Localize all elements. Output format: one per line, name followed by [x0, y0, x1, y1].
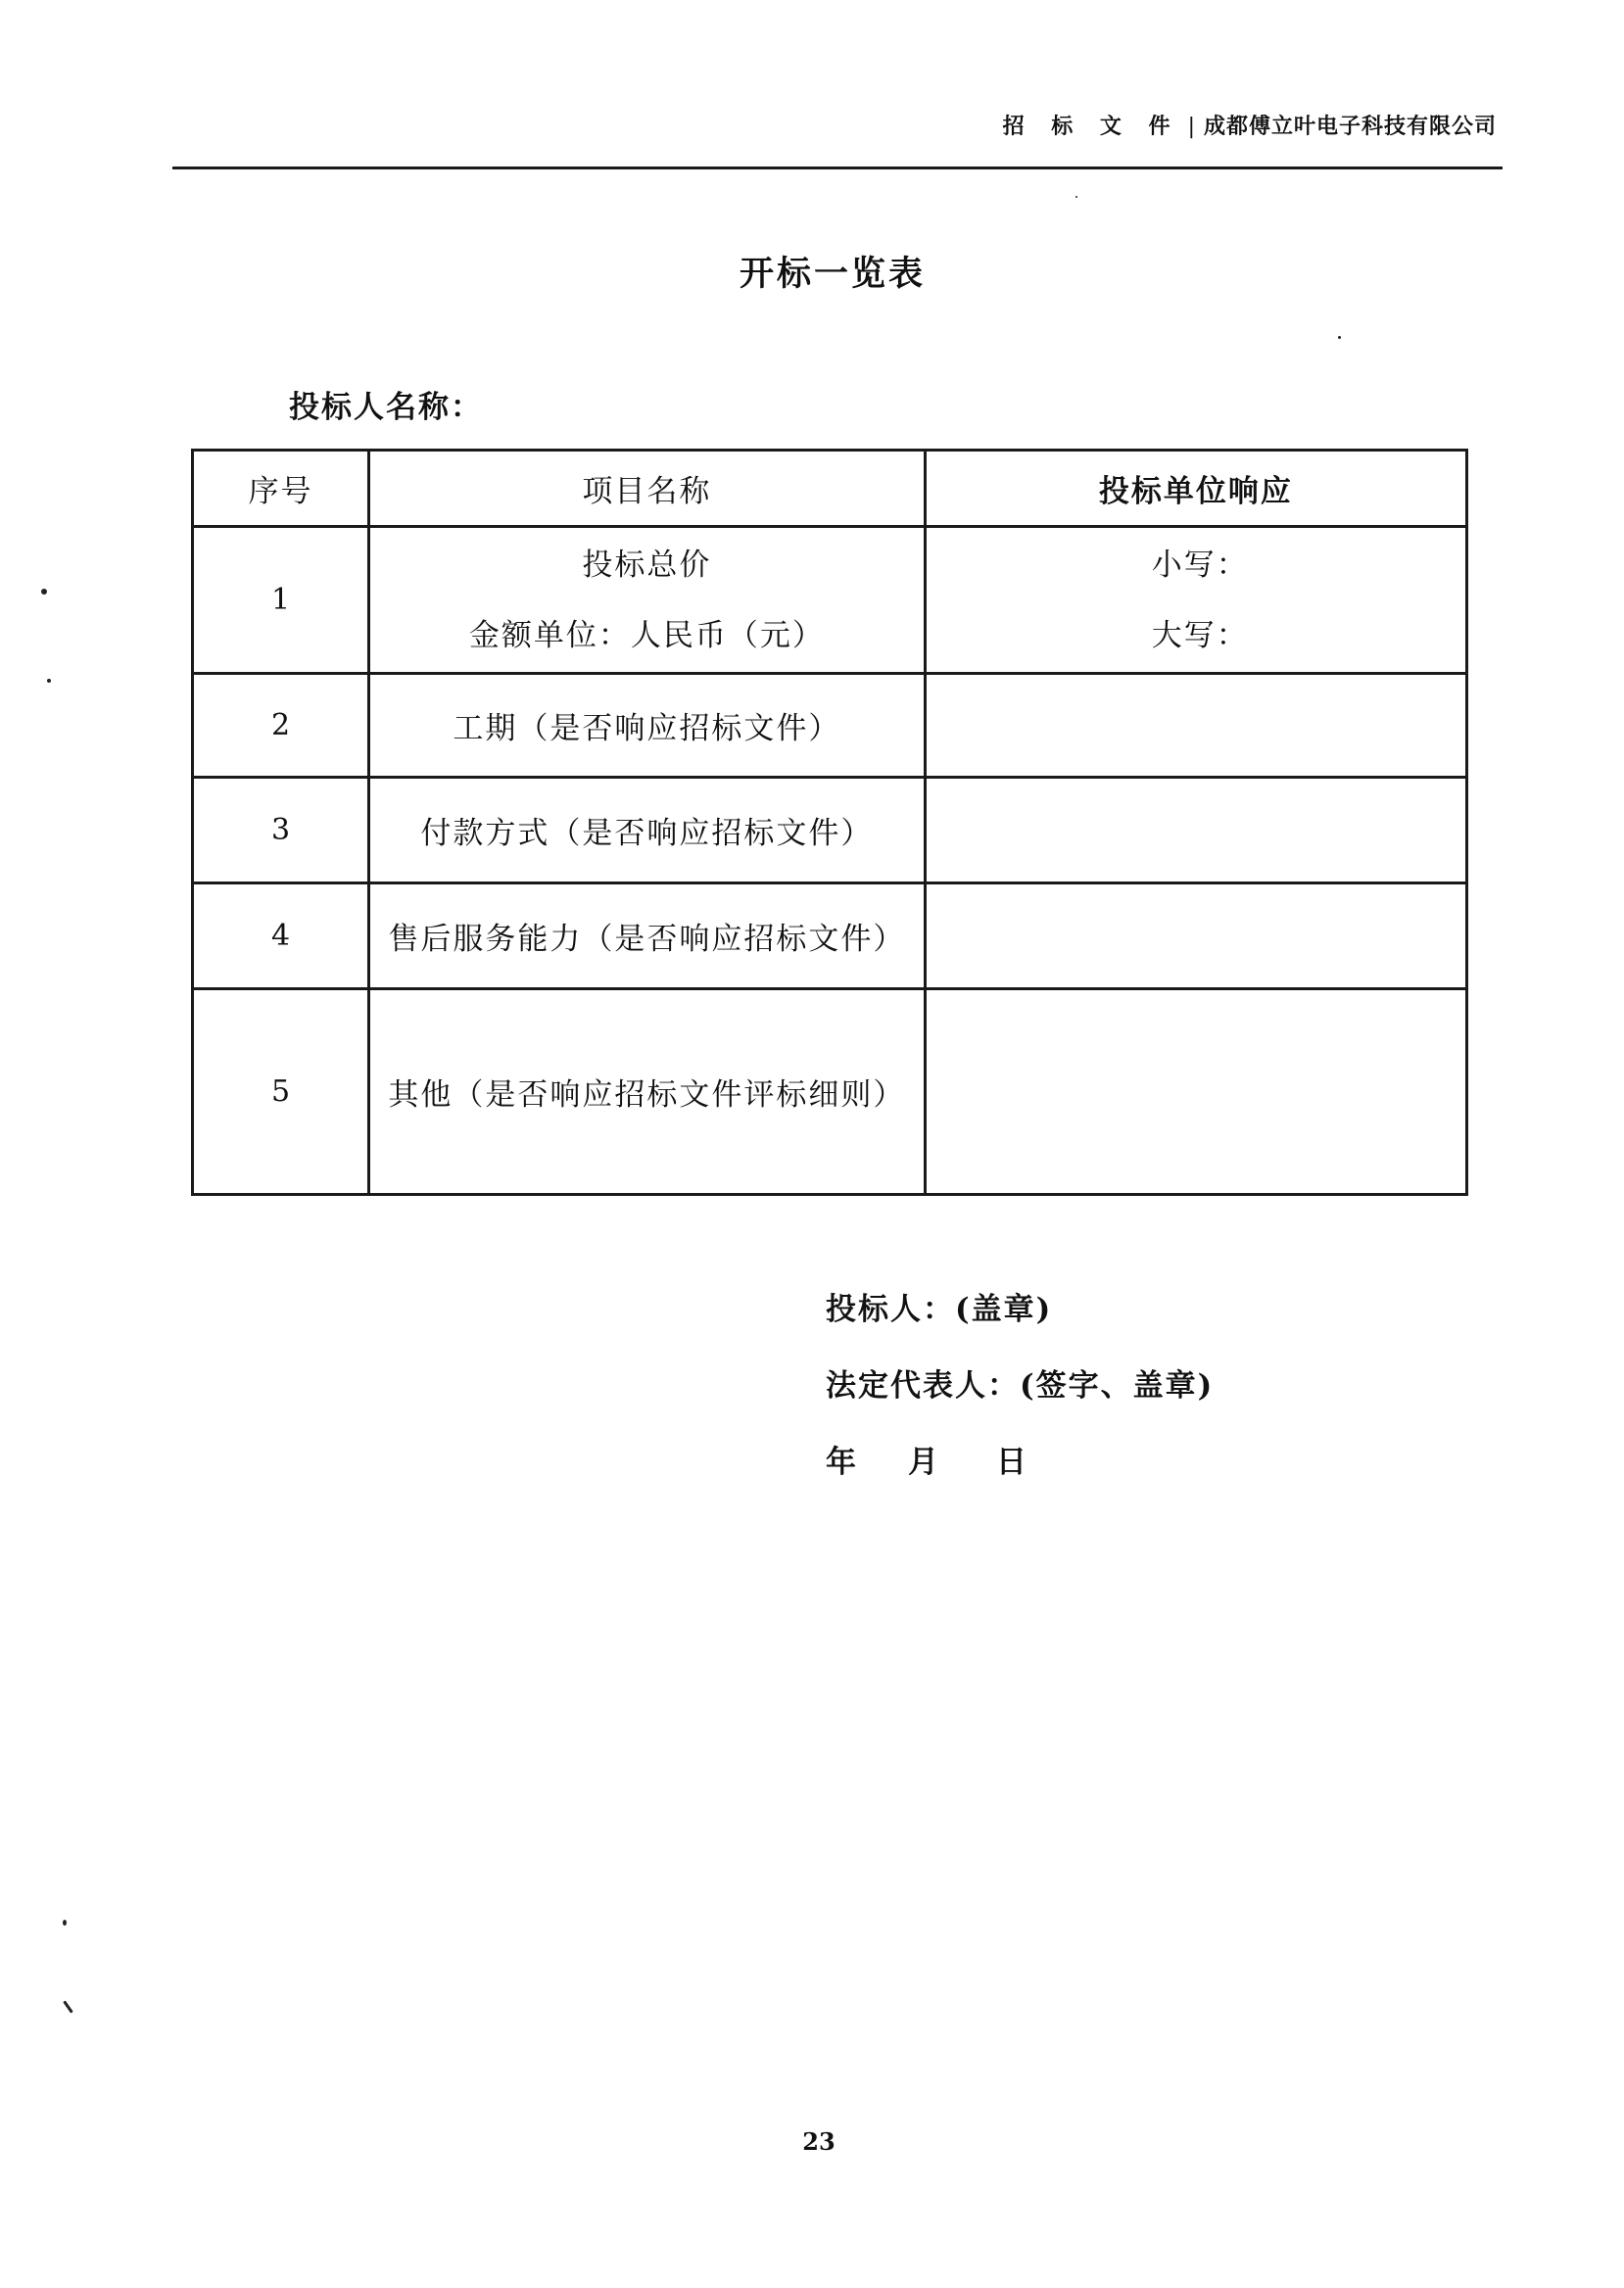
amount-in-figures-label: 小写： [1151, 547, 1249, 583]
header-divider [172, 167, 1503, 169]
row-response[interactable] [925, 883, 1466, 989]
row-seq: 3 [193, 778, 369, 883]
bid-opening-table [191, 449, 1468, 1196]
bidder-seal-line: 投标人：(盖章) [826, 1292, 1053, 1327]
row-item: 其他（是否响应招标文件评标细则） [369, 989, 926, 1195]
row-item: 付款方式（是否响应招标文件） [369, 778, 926, 883]
page-title: 开标一览表 [739, 254, 926, 294]
scan-speck [63, 2000, 72, 2013]
date-month-label: 月 [908, 1445, 940, 1480]
header-doc-type: 招 标 文 件 [1002, 115, 1180, 139]
scan-speck [1075, 196, 1077, 198]
total-price-label: 投标总价 [582, 547, 712, 583]
scan-speck [41, 589, 47, 595]
currency-unit-label: 金额单位：人民币（元） [468, 617, 825, 653]
table-row [193, 674, 1467, 778]
column-header-seq: 序号 [193, 451, 369, 527]
column-header-response: 投标单位响应 [925, 451, 1466, 527]
row-response[interactable] [925, 527, 1466, 674]
row-seq: 1 [193, 527, 369, 674]
row-response[interactable] [925, 674, 1466, 778]
row-item [369, 527, 926, 674]
header-separator: | [1187, 115, 1196, 139]
legal-rep-sign-line: 法定代表人：(签字、盖章) [826, 1368, 1215, 1404]
row-seq: 4 [193, 883, 369, 989]
signature-block [826, 1271, 1214, 1501]
table-row [193, 527, 1467, 674]
scan-speck [63, 1920, 67, 1926]
row-seq: 2 [193, 674, 369, 778]
bidder-name-label: 投标人名称： [289, 390, 483, 425]
header-company: 成都傅立叶电子科技有限公司 [1203, 115, 1497, 139]
table-row [193, 989, 1467, 1195]
column-header-item: 项目名称 [369, 451, 926, 527]
table-row [193, 883, 1467, 989]
table-header-row [193, 451, 1467, 527]
document-header [1003, 110, 1497, 140]
scan-speck [1338, 336, 1341, 339]
row-item: 工期（是否响应招标文件） [369, 674, 926, 778]
amount-in-words-label: 大写： [1151, 617, 1249, 653]
row-item: 售后服务能力（是否响应招标文件） [369, 883, 926, 989]
table-row [193, 778, 1467, 883]
row-response[interactable] [925, 989, 1466, 1195]
date-year-label: 年 [826, 1445, 858, 1480]
scan-speck [47, 679, 51, 683]
date-line [826, 1424, 1214, 1501]
page-number: 23 [802, 2127, 836, 2156]
row-response[interactable] [925, 778, 1466, 883]
date-day-label: 日 [996, 1445, 1028, 1480]
row-seq: 5 [193, 989, 369, 1195]
